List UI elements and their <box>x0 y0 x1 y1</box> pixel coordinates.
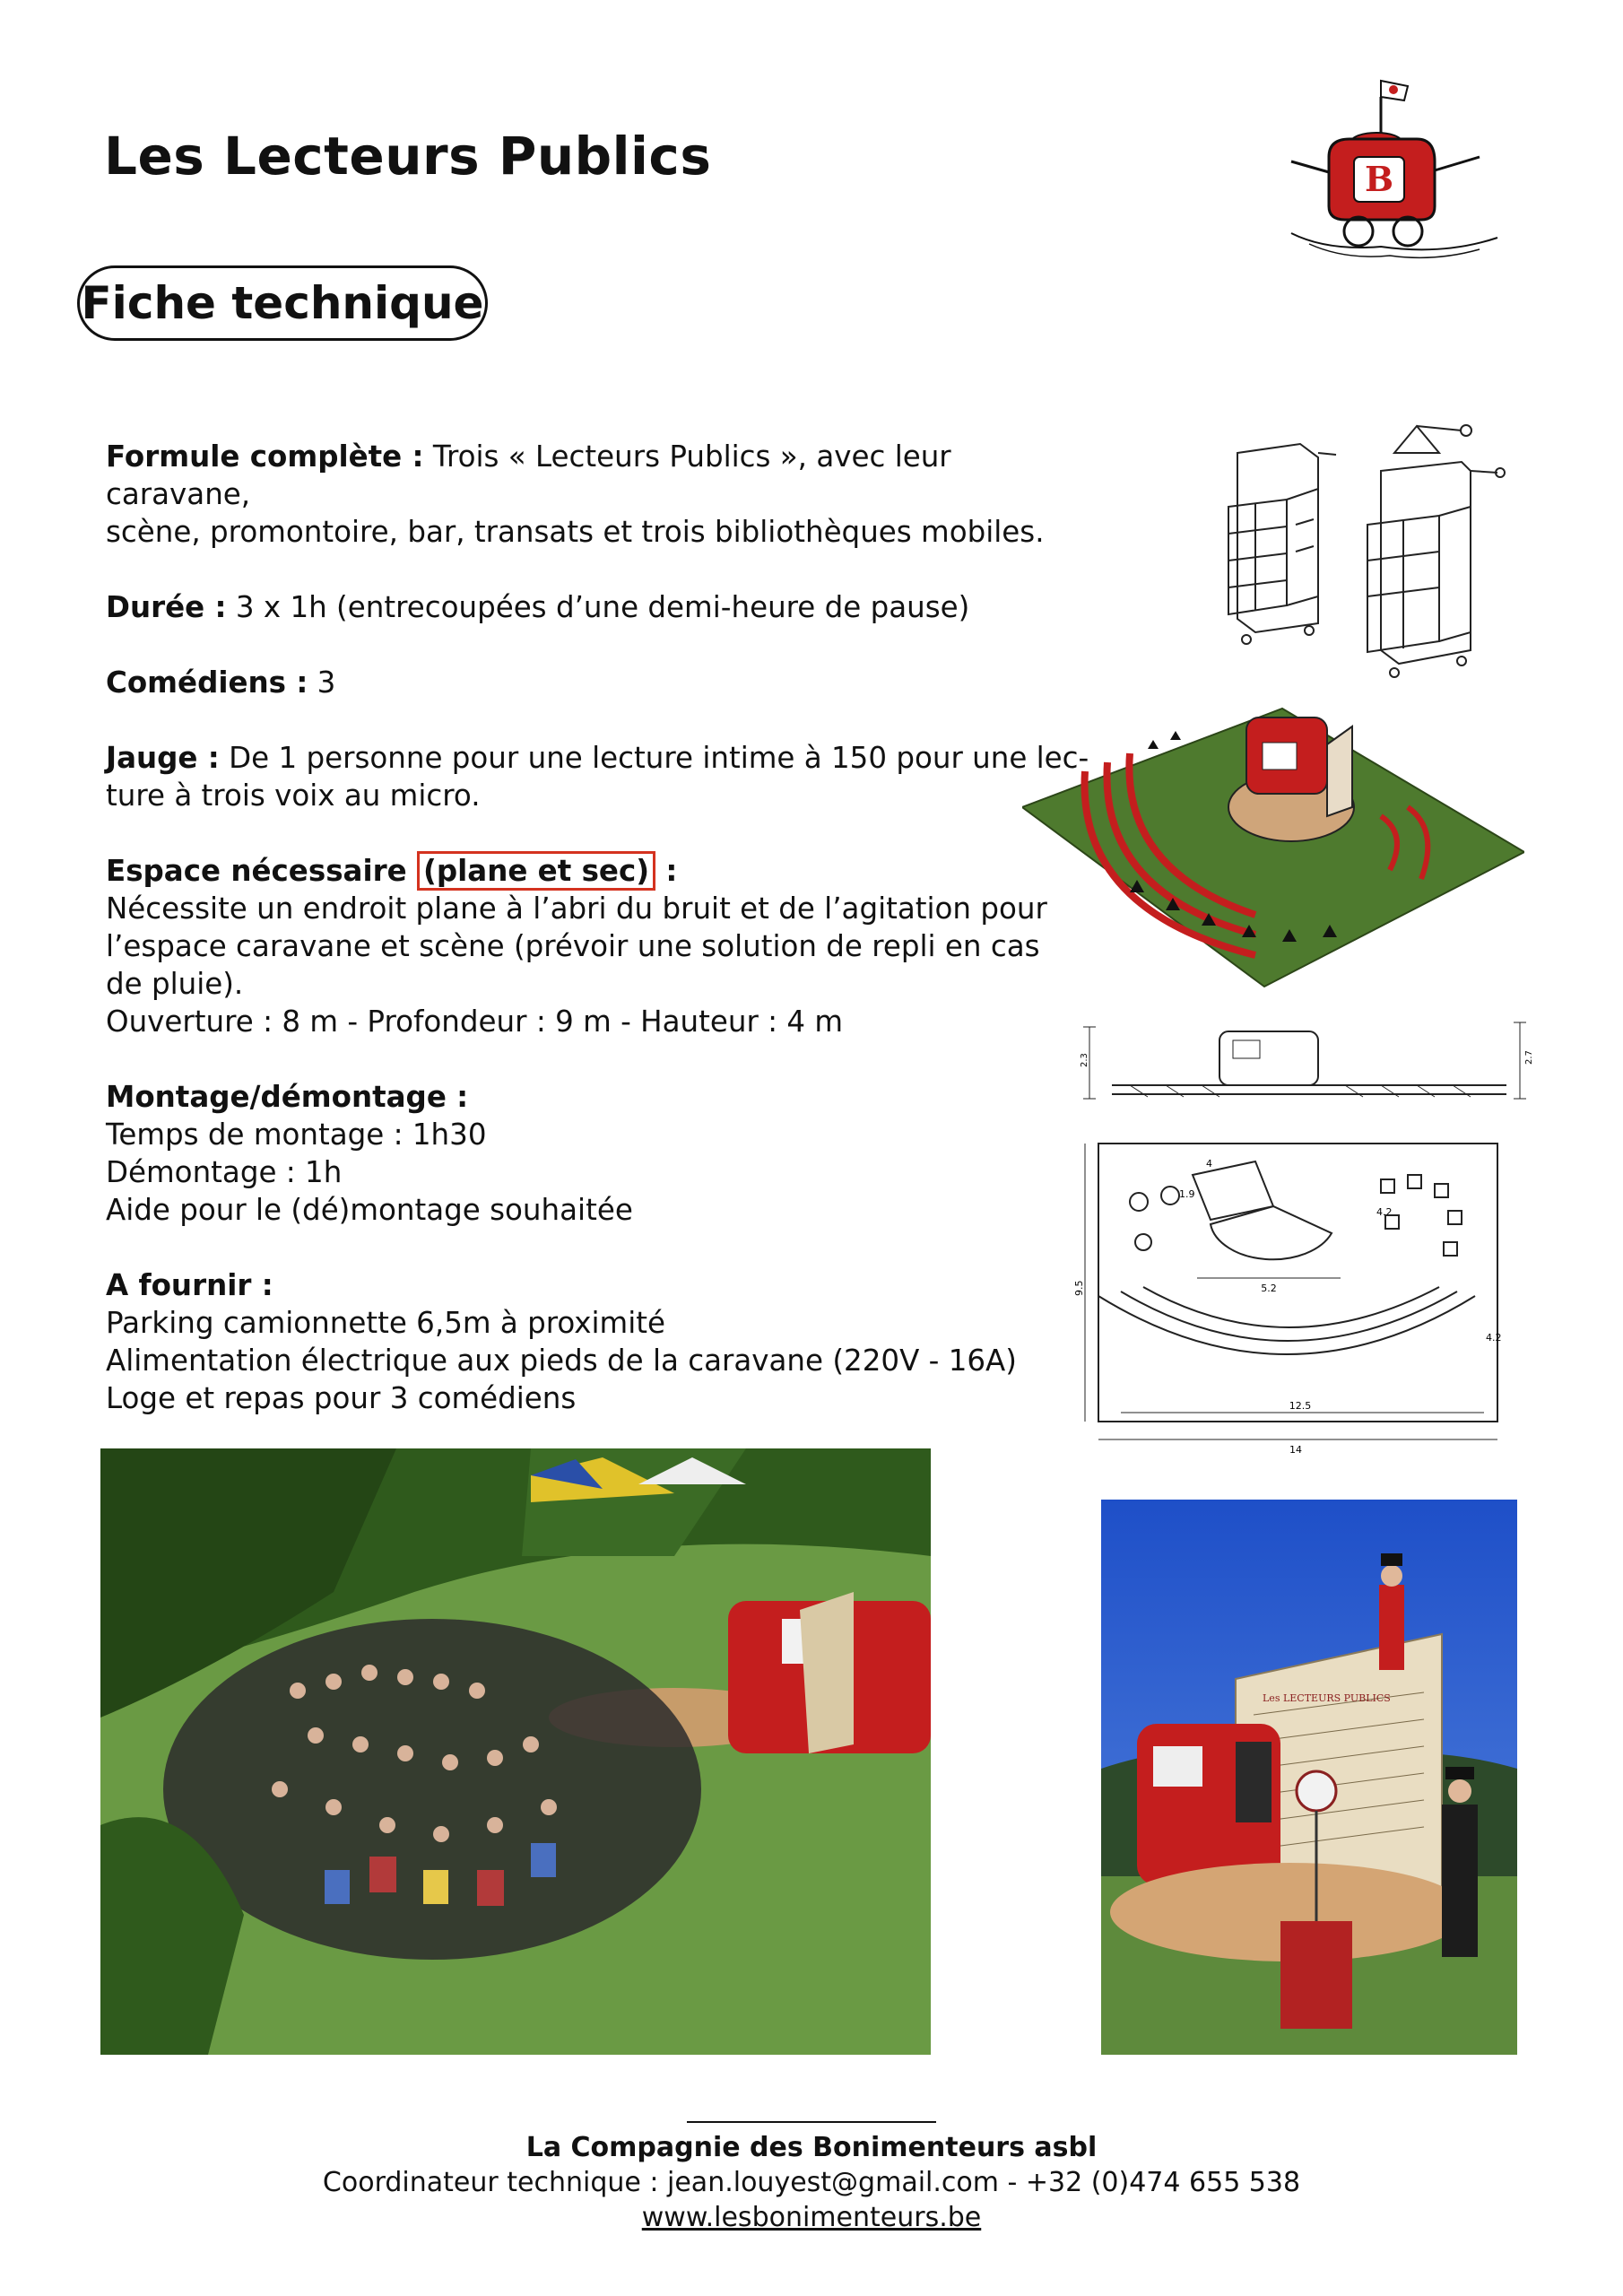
book-prop-text: Les LECTEURS PUBLICS <box>1263 1692 1391 1704</box>
svg-text:14: 14 <box>1289 1444 1302 1456</box>
svg-text:2.3: 2.3 <box>1080 1053 1089 1067</box>
jauge-line: Jauge : De 1 personne pour une lecture intime à 150 pour une lec- <box>106 741 1089 775</box>
svg-text:1.9: 1.9 <box>1179 1188 1195 1200</box>
highlight-box: (plane et sec) <box>417 851 655 891</box>
logo-letter: B <box>1364 159 1394 199</box>
performers-photo <box>1101 1500 1517 2055</box>
section-badge: Fiche technique <box>77 265 488 341</box>
svg-text:4.2: 4.2 <box>1486 1332 1502 1344</box>
jauge-line-2: ture à trois voix au micro. <box>106 778 481 813</box>
formule-line: Formule complète : Trois « Lecteurs Publics », avec leur caravane, <box>106 439 951 511</box>
floor-plan-drawing <box>1072 1126 1520 1462</box>
duree-line: Durée : 3 x 1h (entrecoupées d’une demi-heure de pause) <box>106 590 970 624</box>
svg-text:4: 4 <box>1206 1158 1212 1170</box>
fournir-heading: A fournir : <box>106 1268 273 1302</box>
audience-photo <box>100 1448 931 2055</box>
comediens-line: Comédiens : 3 <box>106 665 336 700</box>
svg-text:2.7: 2.7 <box>1524 1050 1534 1065</box>
spec-list: Formule complète : Trois « Lecteurs Publics », avec leur caravane, scène, promontoire, bar, transats et trois bibliothèques mobiles. Durée : 3 x 1h (entrecoupées d’une demi-heure de pause) Comédiens : 3 Jauge : De 1 personne pour une lecture intime à 150 pour une lec- ture à trois voix au micro. Espace nécessaire (plane et sec) : Nécessite un endroit plane à l’abri du bruit et de l’agitation pour l’espace caravane et scène (prévoir une solution de repli en cas de pluie). Ouverture : 8 m - Profondeur : 9 m - Hauteur : 4 m Montage/démontage : Temps de montage : 1h30 Démontage : 1h Aide pour le (dé)montage souhaitée A fournir : Parking camionnette 6,5m à proximité Alimentation électrique aux pieds de la caravane (220V - 16A) Loge et repas pour 3 comédiens <box>106 438 1092 1417</box>
svg-text:12.5: 12.5 <box>1289 1400 1312 1412</box>
espace-heading: Espace nécessaire (plane et sec) : <box>106 852 1092 890</box>
org-name: La Compagnie des Bonimenteurs asbl <box>525 2132 1098 2163</box>
formule-line-2: scène, promontoire, bar, transats et trois bibliothèques mobiles. <box>106 515 1045 549</box>
bookcases-illustration <box>1202 417 1533 691</box>
contact-line: Coordinateur technique : jean.louyest@gmail.com - +32 (0)474 655 538 <box>322 2167 1301 2198</box>
footer <box>0 2121 1623 2233</box>
website-link[interactable]: www.lesbonimenteurs.be <box>641 2202 982 2233</box>
montage-heading: Montage/démontage : <box>106 1080 469 1114</box>
elevation-drawing <box>1076 1018 1542 1103</box>
svg-text:4.2: 4.2 <box>1376 1206 1393 1218</box>
stage-isometric <box>1022 691 1524 996</box>
svg-text:5.2: 5.2 <box>1261 1283 1277 1294</box>
dimensions-line: Ouverture : 8 m - Profondeur : 9 m - Hauteur : 4 m <box>106 1004 844 1039</box>
company-logo <box>1273 72 1515 274</box>
svg-text:9.5: 9.5 <box>1073 1280 1085 1296</box>
page-title: Les Lecteurs Publics <box>104 126 712 187</box>
footer-divider <box>687 2121 936 2123</box>
